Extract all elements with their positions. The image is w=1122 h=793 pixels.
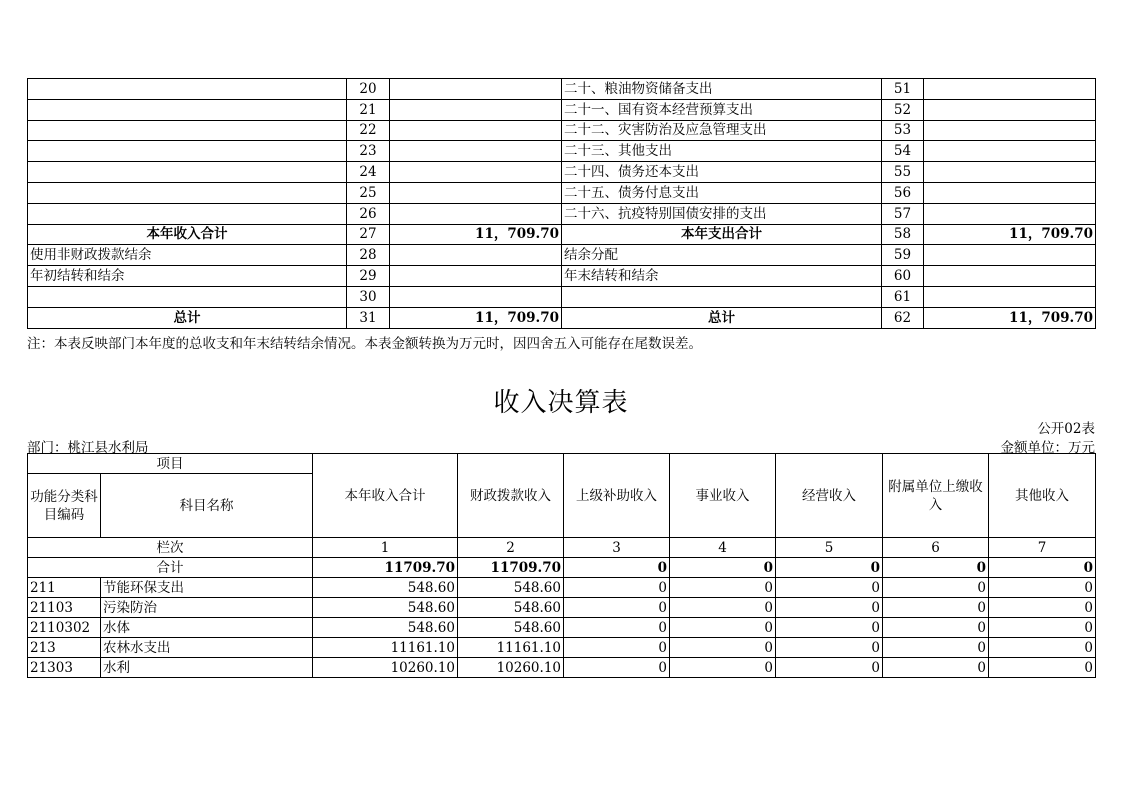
income-value: 0 [883, 578, 989, 598]
income-value: 0 [883, 658, 989, 678]
summary-right-item: 二十三、其他支出 [562, 141, 882, 162]
income-value: 10260.10 [458, 658, 564, 678]
summary-left-value [390, 286, 562, 307]
header-col-3: 上级补助收入 [564, 454, 670, 538]
table-code: 公开02表 [1037, 421, 1095, 437]
income-row [28, 638, 1096, 658]
income-value: 0 [670, 658, 776, 678]
income-value: 0 [776, 598, 883, 618]
income-name: 水体 [101, 618, 313, 638]
header-col-4: 事业收入 [670, 454, 776, 538]
summary-row [28, 307, 1096, 328]
unit-label: 金额单位：万元 [1000, 440, 1095, 456]
column-num: 1 [313, 538, 458, 558]
summary-left-value [390, 99, 562, 120]
summary-left-no: 31 [347, 307, 390, 328]
income-value: 0 [564, 578, 670, 598]
summary-left-value: 11，709.70 [390, 307, 562, 328]
income-value: 0 [989, 598, 1096, 618]
header-subject-name: 科目名称 [101, 474, 313, 538]
income-value: 0 [564, 638, 670, 658]
summary-left-value [390, 141, 562, 162]
summary-left-item [28, 203, 347, 224]
income-code: 21303 [28, 658, 101, 678]
summary-right-value [924, 203, 1096, 224]
summary-right-no: 54 [882, 141, 924, 162]
summary-left-item [28, 286, 347, 307]
income-row [28, 598, 1096, 618]
summary-left-no: 24 [347, 162, 390, 183]
summary-right-item: 二十、粮油物资储备支出 [562, 79, 882, 100]
column-num: 6 [883, 538, 989, 558]
summary-right-no: 59 [882, 245, 924, 266]
summary-right-value [924, 266, 1096, 287]
summary-right-item [562, 286, 882, 307]
summary-row [28, 99, 1096, 120]
summary-right-no: 62 [882, 307, 924, 328]
summary-right-no: 56 [882, 182, 924, 203]
income-code: 213 [28, 638, 101, 658]
income-value: 0 [776, 658, 883, 678]
summary-table-body [28, 79, 1096, 329]
summary-right-item: 二十四、债务还本支出 [562, 162, 882, 183]
column-num: 5 [776, 538, 883, 558]
summary-left-item: 总计 [28, 307, 347, 328]
total-value: 0 [776, 558, 883, 578]
header-col-1: 本年收入合计 [313, 454, 458, 538]
summary-left-item: 年初结转和结余 [28, 266, 347, 287]
summary-left-value [390, 245, 562, 266]
summary-left-value [390, 182, 562, 203]
summary-right-value [924, 286, 1096, 307]
income-value: 0 [989, 578, 1096, 598]
income-value: 0 [776, 578, 883, 598]
summary-row [28, 162, 1096, 183]
summary-right-value [924, 182, 1096, 203]
income-row [28, 618, 1096, 638]
summary-left-no: 23 [347, 141, 390, 162]
income-value: 548.60 [458, 598, 564, 618]
income-value: 548.60 [313, 598, 458, 618]
total-value: 0 [989, 558, 1096, 578]
income-value: 0 [989, 638, 1096, 658]
income-value: 0 [564, 598, 670, 618]
summary-right-item: 二十六、抗疫特别国债安排的支出 [562, 203, 882, 224]
total-value: 11709.70 [313, 558, 458, 578]
summary-row [28, 120, 1096, 141]
department-label: 部门：桃江县水利局 [27, 440, 149, 456]
income-value: 0 [670, 578, 776, 598]
income-value: 0 [883, 598, 989, 618]
header-col-7: 其他收入 [989, 454, 1096, 538]
summary-left-item [28, 141, 347, 162]
summary-row [28, 286, 1096, 307]
summary-right-value [924, 120, 1096, 141]
summary-left-item [28, 182, 347, 203]
income-table [27, 453, 1096, 678]
summary-left-no: 28 [347, 245, 390, 266]
summary-right-item: 二十五、债务付息支出 [562, 182, 882, 203]
income-value: 11161.10 [313, 638, 458, 658]
income-value: 0 [670, 598, 776, 618]
summary-right-value [924, 79, 1096, 100]
summary-left-item [28, 120, 347, 141]
income-value: 548.60 [313, 578, 458, 598]
income-value: 548.60 [458, 578, 564, 598]
income-code: 2110302 [28, 618, 101, 638]
summary-right-value: 11，709.70 [924, 224, 1096, 245]
summary-left-no: 25 [347, 182, 390, 203]
income-value: 0 [564, 658, 670, 678]
income-value: 548.60 [313, 618, 458, 638]
summary-right-no: 58 [882, 224, 924, 245]
summary-left-value [390, 120, 562, 141]
column-label: 栏次 [28, 538, 313, 558]
summary-right-item: 二十二、灾害防治及应急管理支出 [562, 120, 882, 141]
summary-left-item: 本年收入合计 [28, 224, 347, 245]
summary-right-no: 55 [882, 162, 924, 183]
summary-right-value [924, 245, 1096, 266]
summary-right-item: 二十一、国有资本经营预算支出 [562, 99, 882, 120]
summary-row [28, 203, 1096, 224]
summary-left-no: 26 [347, 203, 390, 224]
income-name: 水利 [101, 658, 313, 678]
summary-left-item [28, 79, 347, 100]
summary-left-no: 30 [347, 286, 390, 307]
summary-left-no: 22 [347, 120, 390, 141]
summary-table [27, 78, 1096, 329]
header-col-2: 财政拨款收入 [458, 454, 564, 538]
summary-right-value: 11，709.70 [924, 307, 1096, 328]
summary-row [28, 245, 1096, 266]
summary-left-item [28, 99, 347, 120]
total-value: 0 [883, 558, 989, 578]
summary-left-value [390, 266, 562, 287]
summary-right-item: 年末结转和结余 [562, 266, 882, 287]
summary-right-value [924, 99, 1096, 120]
summary-left-item: 使用非财政拨款结余 [28, 245, 347, 266]
column-num: 3 [564, 538, 670, 558]
income-row [28, 658, 1096, 678]
income-row [28, 578, 1096, 598]
total-value: 0 [670, 558, 776, 578]
income-value: 0 [989, 618, 1096, 638]
income-value: 0 [883, 638, 989, 658]
summary-right-no: 53 [882, 120, 924, 141]
income-value: 0 [564, 618, 670, 638]
summary-left-no: 20 [347, 79, 390, 100]
header-func-code: 功能分类科目编码 [28, 474, 101, 538]
income-value: 0 [670, 638, 776, 658]
summary-row [28, 224, 1096, 245]
summary-left-item [28, 162, 347, 183]
income-value: 548.60 [458, 618, 564, 638]
summary-left-no: 27 [347, 224, 390, 245]
summary-right-no: 57 [882, 203, 924, 224]
summary-right-item: 本年支出合计 [562, 224, 882, 245]
summary-right-value [924, 141, 1096, 162]
column-num: 7 [989, 538, 1096, 558]
summary-right-value [924, 162, 1096, 183]
income-table-body [28, 578, 1096, 678]
income-value: 0 [883, 618, 989, 638]
income-value: 0 [776, 638, 883, 658]
summary-right-no: 61 [882, 286, 924, 307]
header-col-6: 附属单位上缴收入 [883, 454, 989, 538]
column-num: 2 [458, 538, 564, 558]
total-label: 合计 [28, 558, 313, 578]
income-code: 211 [28, 578, 101, 598]
summary-left-no: 21 [347, 99, 390, 120]
summary-right-item: 结余分配 [562, 245, 882, 266]
total-value: 11709.70 [458, 558, 564, 578]
summary-row [28, 266, 1096, 287]
summary-left-value [390, 79, 562, 100]
column-num: 4 [670, 538, 776, 558]
income-value: 0 [776, 618, 883, 638]
summary-right-no: 51 [882, 79, 924, 100]
header-col-5: 经营收入 [776, 454, 883, 538]
summary-row [28, 141, 1096, 162]
income-value: 10260.10 [313, 658, 458, 678]
income-name: 污染防治 [101, 598, 313, 618]
summary-left-value [390, 203, 562, 224]
summary-row [28, 79, 1096, 100]
income-code: 21103 [28, 598, 101, 618]
summary-right-item: 总计 [562, 307, 882, 328]
income-value: 11161.10 [458, 638, 564, 658]
summary-left-value [390, 162, 562, 183]
header-project: 项目 [28, 454, 313, 474]
income-name: 农林水支出 [101, 638, 313, 658]
note-text: 注：本表反映部门本年度的总收支和年末结转结余情况。本表金额转换为万元时，因四舍五入可能存在尾数误差。 [27, 336, 702, 352]
income-value: 0 [989, 658, 1096, 678]
summary-right-no: 60 [882, 266, 924, 287]
summary-left-value: 11，709.70 [390, 224, 562, 245]
summary-left-no: 29 [347, 266, 390, 287]
total-value: 0 [564, 558, 670, 578]
summary-row [28, 182, 1096, 203]
income-value: 0 [670, 618, 776, 638]
income-name: 节能环保支出 [101, 578, 313, 598]
summary-right-no: 52 [882, 99, 924, 120]
page-title: 收入决算表 [493, 388, 629, 418]
